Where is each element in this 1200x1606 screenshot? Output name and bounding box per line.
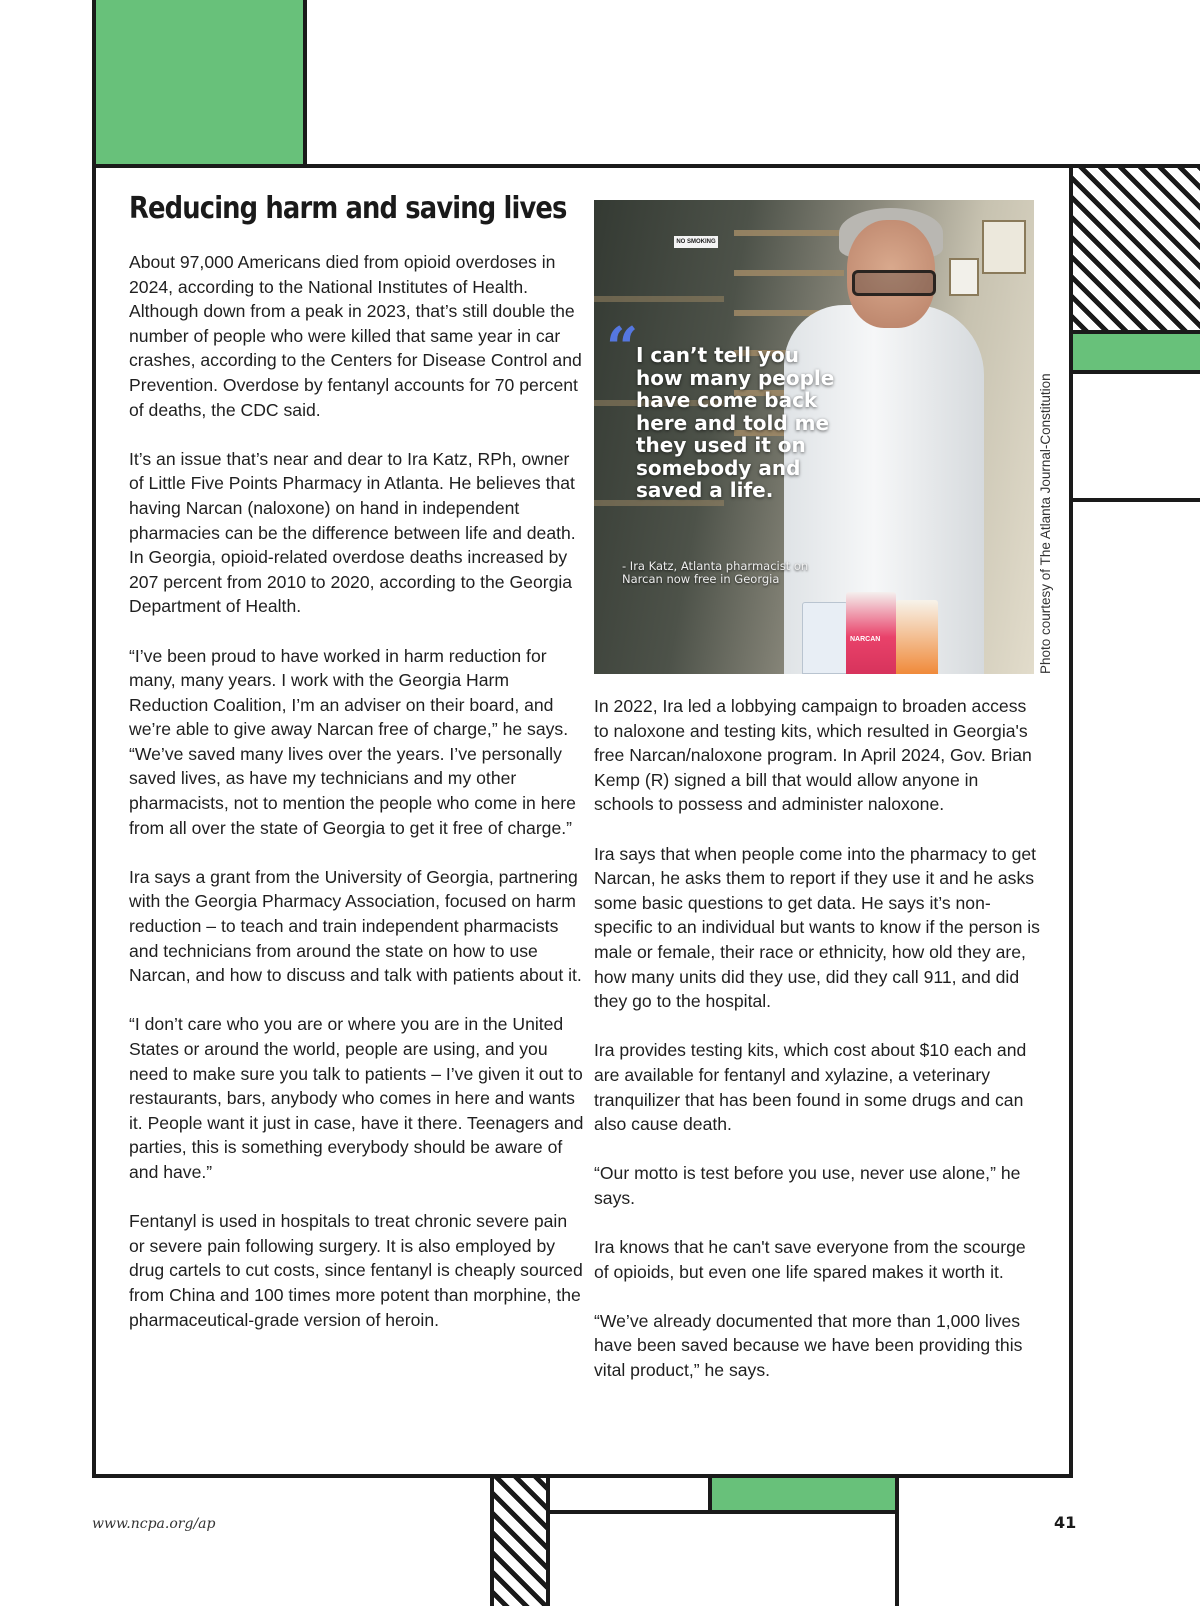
green-block-bottom bbox=[712, 1474, 895, 1512]
paragraph: In 2022, Ira led a lobbying campaign to broaden access to naloxone and testing kits, which resulted in Georgia's free Narcan/naloxone program. In April 2024, Gov. Brian Kemp (R) signed a bill that would allow anyone in schools to possess and administer naloxone. bbox=[594, 696, 1032, 815]
eyeglasses bbox=[852, 270, 936, 296]
paragraph: “I’ve been proud to have worked in harm reduction for many, many years. I work with the Georgia Harm Reduction Coalition, I’m an adviser on their board, and we’re able to give away Narcan free of charge,” he says. “We’ve saved many lives over the years. I’ve personally saved lives, as have my technicians and my other pharmacists, not to mention the people who come in here from all over the state of Georgia to get it free of charge.” bbox=[129, 645, 576, 838]
paragraph: Ira provides testing kits, which cost about $10 each and are available for fentanyl and xylazine, a veterinary tranquilizer that has been found in some drugs and can also cause death. bbox=[594, 1040, 1027, 1135]
divider-line bbox=[92, 0, 96, 168]
divider-line bbox=[303, 0, 307, 168]
divider-line bbox=[895, 1474, 899, 1606]
left-column bbox=[129, 250, 585, 1357]
hatched-block-bottom bbox=[490, 1478, 548, 1606]
green-block-right bbox=[1073, 334, 1200, 370]
right-column bbox=[594, 694, 1042, 1407]
paragraph: About 97,000 Americans died from opioid overdoses in 2024, according to the National Institutes of Health. Although down from a peak in 2023, that’s still double the number of people who were killed that same year in car crashes, according to the Centers for Disease Control and Prevention. Overdose by fentanyl accounts for 70 percent of deaths, the CDC said. bbox=[129, 252, 582, 420]
paragraph: Fentanyl is used in hospitals to treat chronic severe pain or severe pain following surgery. It is also employed by drug cartels to cut costs, since fentanyl is cheaply sourced from China and 100 times more potent than morphine, the pharmaceutical-grade version of heroin. bbox=[129, 1211, 583, 1330]
divider-line bbox=[1069, 164, 1200, 168]
article-title: Reducing harm and saving lives bbox=[129, 191, 567, 226]
divider-line bbox=[1069, 498, 1200, 502]
quote-mark-icon: “ bbox=[606, 315, 639, 381]
divider-line bbox=[490, 1474, 494, 1606]
footer-url: www.ncpa.org/ap bbox=[92, 1516, 216, 1532]
paragraph: Ira knows that he can't save everyone from the scourge of opioids, but even one life spared makes it worth it. bbox=[594, 1237, 1026, 1282]
paragraph: “Our motto is test before you use, never use alone,” he says. bbox=[594, 1163, 1021, 1208]
narcan-box-label: NARCAN bbox=[850, 636, 881, 643]
product-box bbox=[802, 602, 848, 674]
product-box bbox=[896, 600, 938, 674]
paragraph: Ira says a grant from the University of Georgia, partnering with the Georgia Pharmacy Association, focused on harm reduction – to teach and train independent pharmacists and technicians from around the state on how to use Narcan, and how to discuss and talk with patients about it. bbox=[129, 866, 582, 986]
hatched-block-right bbox=[1073, 164, 1200, 334]
page-number: 41 bbox=[1054, 1513, 1077, 1532]
paragraph: It’s an issue that’s near and dear to Ira Katz, RPh, owner of Little Five Points Pharmacy in Atlanta. He believes that having Narcan (naloxone) on hand in independent pharmacies can be the difference between life and death. In Georgia, opioid-related overdose deaths increased by 207 percent from 2010 to 2020, according to the Georgia Department of Health. bbox=[129, 448, 576, 617]
wall-frame bbox=[949, 258, 979, 296]
pull-quote-attribution: - Ira Katz, Atlanta pharmacist on Narcan now free in Georgia bbox=[622, 559, 809, 586]
photo-credit: Photo courtesy of The Atlanta Journal-Constitution bbox=[1038, 373, 1053, 674]
divider-line bbox=[1069, 370, 1200, 374]
divider-line bbox=[546, 1474, 550, 1606]
wall-frame bbox=[982, 220, 1026, 274]
green-block-top-left bbox=[92, 0, 303, 164]
divider-line bbox=[708, 1474, 712, 1514]
no-smoking-sign: NO SMOKING bbox=[674, 236, 718, 248]
narcan-box bbox=[846, 592, 896, 674]
paragraph: “I don’t care who you are or where you are in the United States or around the world, people are using, and you need to make sure you talk to patients – I’ve given it out to restaurants, bars, anybody who comes in here and wants it. People want it just in case, have it there. Teenagers and parties, this is something everybody should be aware of and have.” bbox=[129, 1014, 584, 1182]
pull-quote: I can’t tell you how many people have come back here and told me they used it on somebody and saved a life. bbox=[636, 343, 835, 502]
paragraph: “We’ve already documented that more than 1,000 lives have been saved because we have been providing this vital product,” he says. bbox=[594, 1310, 1023, 1381]
paragraph: Ira says that when people come into the pharmacy to get Narcan, he asks them to report if they use it and he asks some basic questions to get data. He says it’s non-specific to an individual but wants to know if the person is male or female, their race or ethnicity, how old they are, how many units did they use, did they call 911, and did they go to the hospital. bbox=[594, 843, 1040, 1012]
divider-line bbox=[546, 1510, 899, 1514]
